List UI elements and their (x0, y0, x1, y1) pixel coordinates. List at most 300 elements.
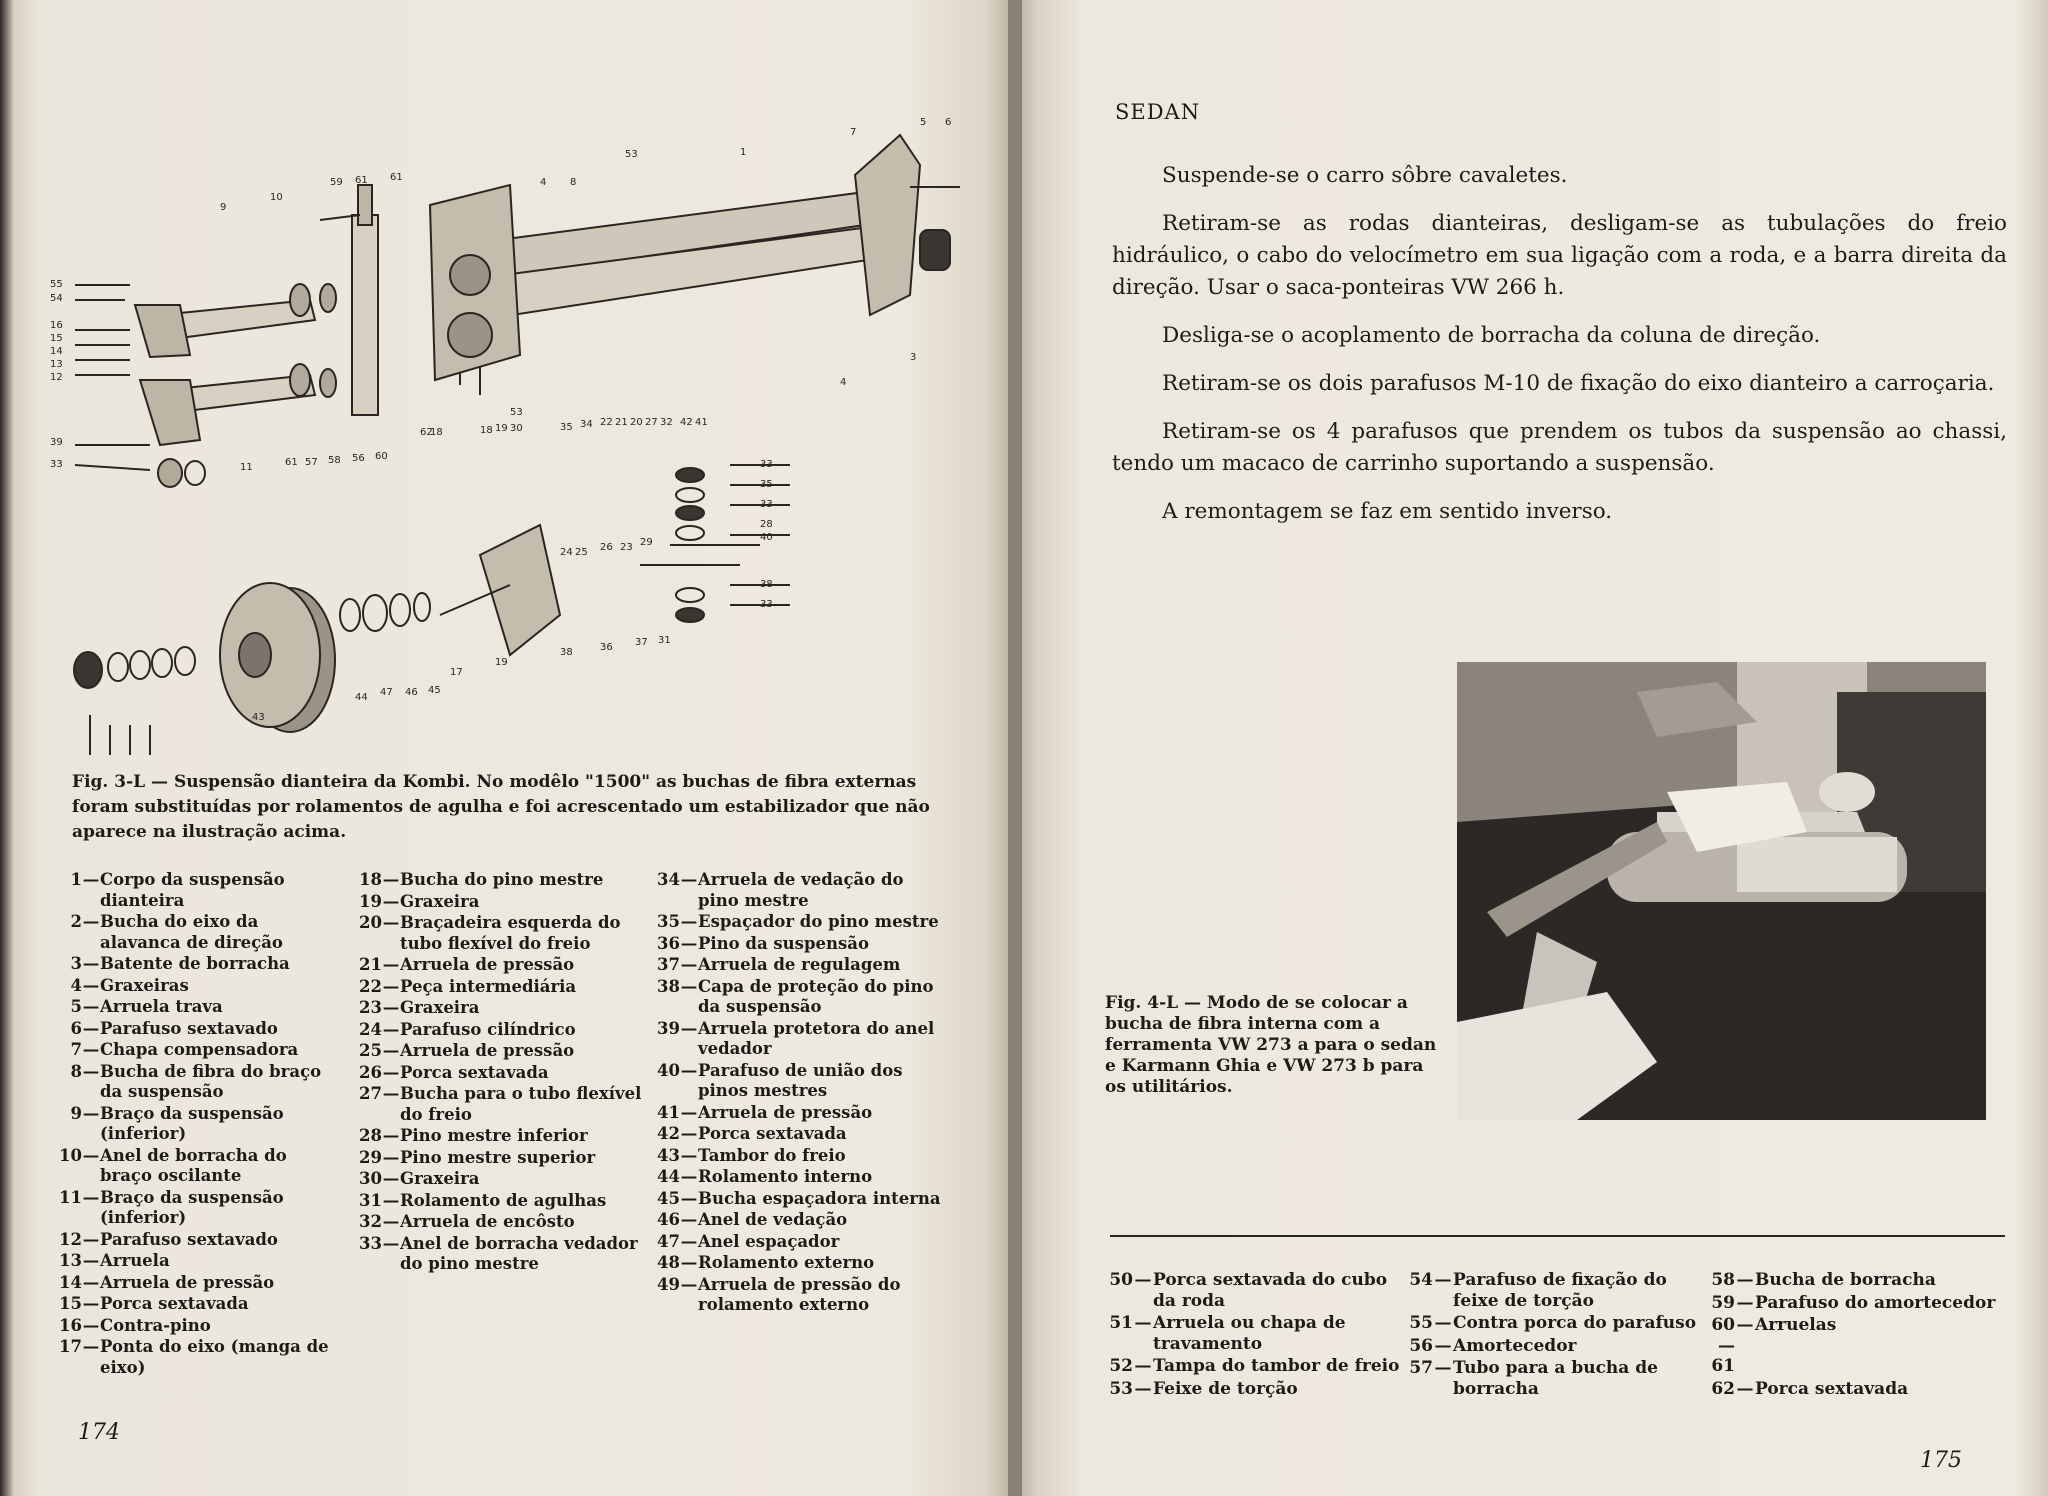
section-heading: SEDAN (1115, 100, 1201, 124)
part-description: Arruela de vedação do pino mestre (698, 870, 904, 910)
part-number: 48 (657, 1253, 680, 1272)
part-description: Bucha do eixo da alavanca de direção (100, 912, 283, 952)
svg-text:47: 47 (380, 687, 393, 698)
svg-text:41: 41 (695, 417, 708, 428)
part-list-item (52, 997, 344, 1018)
dash-separator: — (382, 1233, 400, 1253)
dash-separator: — (82, 997, 100, 1016)
dash-separator: — (680, 1102, 698, 1122)
svg-text:4: 4 (840, 377, 847, 388)
part-description: Bucha de borracha (1755, 1270, 1936, 1290)
part-description: Porca sextavada do cubo da roda (1153, 1270, 1388, 1311)
parts-list-column-1 (52, 870, 344, 1379)
dash-separator: — (1134, 1313, 1152, 1333)
part-number: 43 (657, 1145, 680, 1165)
part-description: Ponta do eixo (manga de eixo) (100, 1337, 329, 1377)
svg-text:44: 44 (355, 692, 368, 703)
part-list-item (650, 1167, 942, 1188)
part-list-item (352, 998, 642, 1019)
part-description: Graxeiras (100, 975, 189, 995)
part-number: 49 (657, 1274, 680, 1294)
dash-separator: — (382, 913, 400, 932)
dash-separator: — (680, 1167, 698, 1186)
part-description: Porca sextavada (698, 1124, 847, 1143)
part-list-item (352, 955, 642, 976)
svg-text:35: 35 (760, 479, 773, 490)
part-list-item (352, 870, 642, 891)
dash-separator: — (82, 975, 100, 995)
svg-text:5: 5 (920, 117, 927, 128)
part-number: 21 (359, 955, 382, 974)
part-number: 22 (359, 976, 382, 996)
dash-separator: — (82, 1061, 100, 1081)
part-list-item (352, 1212, 642, 1233)
dash-separator: — (382, 1084, 400, 1103)
dash-separator: — (82, 1018, 100, 1038)
svg-text:12: 12 (50, 372, 63, 383)
part-description: Anel de borracha do braço oscilante (100, 1145, 287, 1185)
part-description: Bucha para o tubo flexível do freio (400, 1084, 642, 1124)
part-number: 15 (59, 1294, 82, 1313)
part-list-item (650, 1210, 942, 1231)
part-description: Graxeira (400, 891, 480, 911)
part-number: 30 (359, 1169, 382, 1188)
dash-separator: — (382, 1190, 400, 1210)
dash-separator: — (1134, 1378, 1152, 1399)
dash-separator: — (382, 1019, 400, 1039)
part-description: Rolamento externo (698, 1253, 875, 1272)
part-description: Graxeira (400, 998, 480, 1017)
part-number: 37 (657, 955, 680, 974)
part-description: Braço da suspensão (inferior) (100, 1103, 284, 1143)
part-description: Porca sextavada (100, 1294, 249, 1313)
dash-separator: — (1434, 1270, 1452, 1290)
svg-text:23: 23 (620, 542, 633, 553)
parts-list-column-2 (352, 870, 642, 1276)
svg-text:61: 61 (355, 175, 368, 186)
part-list-item (650, 870, 942, 911)
part-number: 60 — 61 (1711, 1315, 1735, 1376)
part-list-item (1403, 1313, 1703, 1334)
part-description: Pino mestre inferior (400, 1126, 588, 1145)
part-number: 53 (1109, 1378, 1133, 1399)
instructions-body (1112, 160, 2007, 544)
part-list-item (52, 912, 344, 953)
svg-text:19: 19 (495, 423, 508, 434)
svg-text:8: 8 (570, 177, 577, 188)
part-number: 25 (359, 1041, 382, 1060)
part-list-item (1705, 1293, 2005, 1314)
part-description: Arruela trava (100, 997, 223, 1016)
part-list-item (52, 1251, 344, 1272)
dash-separator: — (680, 1231, 698, 1251)
part-list-item (650, 912, 942, 933)
parts-list-column-6 (1705, 1270, 2005, 1401)
part-description: Parafuso sextavado (100, 1018, 278, 1038)
svg-text:61: 61 (285, 457, 298, 468)
part-list-item (352, 1234, 642, 1275)
svg-text:27: 27 (645, 417, 658, 428)
part-number: 39 (657, 1018, 680, 1038)
svg-text:39: 39 (50, 437, 63, 448)
bushing-tool-photo (1457, 662, 1986, 1120)
svg-text:56: 56 (352, 453, 365, 464)
part-number: 62 (1711, 1378, 1735, 1399)
part-description: Corpo da suspensão dianteira (100, 870, 285, 910)
part-description: Peça intermediária (400, 976, 577, 996)
dash-separator: — (82, 1337, 100, 1356)
dash-separator: — (382, 1169, 400, 1188)
figure-4l-caption: Fig. 4-L — Modo de se colocar a bucha de fibra interna com a ferramenta VW 273 a para o sedan e Karmann Ghia e VW 273 b para os utilitários. (1105, 993, 1437, 1097)
svg-text:58: 58 (328, 455, 341, 466)
divider-rule (1110, 1235, 2005, 1237)
dash-separator: — (82, 1251, 100, 1270)
part-description: Parafuso cilíndrico (400, 1019, 576, 1039)
svg-text:38: 38 (560, 647, 573, 658)
part-list-item (52, 1146, 344, 1187)
dash-separator: — (382, 1126, 400, 1145)
dash-separator: — (82, 1145, 100, 1165)
paragraph: Retiram-se as rodas dianteiras, desligam-se as tubulações do freio hidráulico, o cabo do velocímetro em sua ligação com a roda, e a barra direita da direção. Usar o saca-ponteiras VW 266 h. (1112, 211, 2007, 300)
part-list-item (650, 1253, 942, 1274)
svg-text:59: 59 (330, 177, 343, 188)
part-number: 23 (359, 998, 382, 1017)
part-description: Parafuso do amortecedor (1755, 1292, 1996, 1313)
suspension-drawing (40, 95, 970, 755)
part-number: 4 (70, 975, 82, 995)
svg-text:55: 55 (50, 279, 63, 290)
svg-text:31: 31 (658, 635, 671, 646)
part-number: 9 (70, 1103, 82, 1123)
dash-separator: — (680, 1210, 698, 1229)
svg-text:17: 17 (450, 667, 463, 678)
part-description: Tambor do freio (698, 1145, 846, 1165)
svg-text:43: 43 (252, 712, 265, 723)
dash-separator: — (1736, 1270, 1754, 1290)
dash-separator: — (680, 955, 698, 974)
svg-text:4: 4 (540, 177, 547, 188)
part-number: 56 (1409, 1335, 1433, 1356)
part-number: 27 (359, 1084, 382, 1103)
part-list-item (52, 1062, 344, 1103)
svg-text:33: 33 (760, 599, 773, 610)
right-page (1015, 0, 2048, 1496)
part-list-item (1103, 1379, 1403, 1400)
part-number: 46 (657, 1210, 680, 1229)
part-number: 51 (1109, 1313, 1133, 1333)
svg-text:11: 11 (240, 462, 253, 473)
dash-separator: — (382, 955, 400, 974)
part-list-item (352, 1126, 642, 1147)
dash-separator: — (382, 998, 400, 1017)
part-list-item (52, 1273, 344, 1294)
part-description: Rolamento interno (698, 1167, 873, 1186)
dash-separator: — (82, 954, 100, 973)
part-list-item (52, 1316, 344, 1337)
part-description: Tubo para a bucha de borracha (1453, 1358, 1658, 1399)
svg-text:26: 26 (600, 542, 613, 553)
paragraph: Retiram-se os 4 parafusos que prendem os tubos da suspensão ao chassi, tendo um macaco de carrinho suportando a suspensão. (1112, 419, 2007, 476)
dash-separator: — (680, 1124, 698, 1143)
dash-separator: — (1134, 1356, 1152, 1376)
part-number: 13 (59, 1251, 82, 1270)
figure-3l-text: Suspensão dianteira da Kombi. No modêlo "1500" as buchas de fibra externas foram substituídas por rolamentos de agulha e foi acrescentado um estabilizador que não aparece na ilustração acima. (72, 772, 930, 842)
part-list-item (52, 1040, 344, 1061)
part-list-item (352, 1020, 642, 1041)
svg-text:45: 45 (428, 685, 441, 696)
part-number: 58 (1711, 1270, 1735, 1290)
svg-text:61: 61 (390, 172, 403, 183)
page-number-left: 174 (78, 1420, 120, 1445)
part-description: Anel de vedação (698, 1210, 848, 1229)
part-list-item (352, 892, 642, 913)
dash-separator: — (382, 891, 400, 911)
dash-separator: — (82, 1187, 100, 1207)
dash-separator: — (680, 1188, 698, 1208)
svg-text:3: 3 (910, 352, 917, 363)
dash-separator: — (680, 1145, 698, 1165)
part-description: Chapa compensadora (100, 1040, 299, 1059)
dash-separator: — (1736, 1378, 1754, 1399)
svg-text:21: 21 (615, 417, 628, 428)
part-description: Parafuso sextavado (100, 1229, 278, 1249)
part-list-item (52, 954, 344, 975)
svg-text:46: 46 (405, 687, 418, 698)
part-number: 18 (359, 870, 382, 889)
part-number: 31 (359, 1190, 382, 1210)
svg-text:9: 9 (220, 202, 227, 213)
part-list-item (1705, 1379, 2005, 1400)
part-list-item (52, 1019, 344, 1040)
part-number: 5 (70, 997, 82, 1016)
part-list-item (1403, 1336, 1703, 1357)
part-number: 41 (657, 1102, 680, 1122)
part-list-item (650, 955, 942, 976)
part-description: Anel espaçador (698, 1231, 840, 1251)
part-description: Anel de borracha vedador do pino mestre (400, 1233, 638, 1273)
svg-text:16: 16 (50, 320, 63, 331)
dash-separator: — (82, 1294, 100, 1313)
part-number: 40 (657, 1060, 680, 1080)
part-list-item (650, 1124, 942, 1145)
part-number: 11 (59, 1187, 82, 1207)
part-description: Graxeira (400, 1169, 480, 1188)
svg-text:15: 15 (50, 333, 63, 344)
dash-separator: — (680, 1060, 698, 1080)
part-list-item (650, 1232, 942, 1253)
part-description: Braçadeira esquerda do tubo flexível do freio (400, 913, 621, 953)
part-list-item (650, 1146, 942, 1167)
part-number: 34 (657, 870, 680, 889)
part-list-item (1103, 1356, 1403, 1377)
svg-text:29: 29 (640, 537, 653, 548)
svg-text:18: 18 (430, 427, 443, 438)
part-description: Bucha espaçadora interna (698, 1188, 941, 1208)
dash-separator: — (1434, 1335, 1452, 1356)
part-number: 57 (1409, 1358, 1433, 1378)
svg-text:60: 60 (375, 451, 388, 462)
part-description: Amortecedor (1453, 1335, 1577, 1356)
dash-separator: — (82, 1103, 100, 1123)
svg-text:14: 14 (50, 346, 63, 357)
dash-separator: — (1434, 1313, 1452, 1333)
dash-separator: — (382, 1062, 400, 1082)
svg-text:32: 32 (660, 417, 673, 428)
part-list-item (52, 1104, 344, 1145)
part-list-item (1705, 1270, 2005, 1291)
svg-text:18: 18 (480, 425, 493, 436)
part-number: 16 (59, 1315, 82, 1335)
paragraph: Desliga-se o acoplamento de borracha da coluna de direção. (1162, 323, 1821, 348)
parts-list-column-4 (1103, 1270, 1403, 1401)
part-description: Arruela de pressão do rolamento externo (698, 1274, 901, 1314)
part-list-item (52, 1294, 344, 1315)
dash-separator: — (382, 870, 400, 889)
part-list-item (1705, 1315, 2005, 1377)
dash-separator: — (382, 1212, 400, 1231)
part-number: 44 (657, 1167, 680, 1186)
part-description: Capa de proteção do pino da suspensão (698, 976, 934, 1016)
part-number: 19 (359, 891, 382, 911)
part-number: 45 (657, 1188, 680, 1208)
part-number: 14 (59, 1272, 82, 1292)
part-list-item (1403, 1358, 1703, 1399)
svg-text:34: 34 (580, 419, 593, 430)
dash-separator: — (1434, 1358, 1452, 1378)
part-number: 6 (70, 1018, 82, 1038)
part-list-item (1103, 1313, 1403, 1354)
dash-separator: — (680, 933, 698, 953)
paragraph: Retiram-se os dois parafusos M-10 de fixação do eixo dianteiro a carroçaria. (1162, 371, 1995, 396)
part-number: 38 (657, 976, 680, 996)
part-list-item (352, 1041, 642, 1062)
svg-text:6: 6 (945, 117, 952, 128)
part-description: Arruelas (1755, 1315, 1837, 1335)
part-number: 28 (359, 1126, 382, 1145)
part-number: 33 (359, 1233, 382, 1253)
part-number: 3 (70, 954, 82, 973)
part-number: 17 (59, 1337, 82, 1356)
part-number: 32 (359, 1212, 382, 1231)
part-description: Arruela protetora do anel vedador (698, 1018, 935, 1058)
book-gutter (1008, 0, 1022, 1496)
part-list-item (650, 1103, 942, 1124)
part-description: Contra porca do parafuso (1453, 1313, 1697, 1333)
dash-separator: — (680, 976, 698, 996)
svg-text:33: 33 (50, 459, 63, 470)
part-description: Pino mestre superior (400, 1147, 596, 1167)
part-list-item (52, 870, 344, 911)
svg-text:10: 10 (270, 192, 283, 203)
svg-text:54: 54 (50, 293, 63, 304)
part-description: Tampa do tambor de freio (1153, 1356, 1400, 1376)
dash-separator: — (82, 870, 100, 889)
part-description: Espaçador do pino mestre (698, 912, 939, 931)
parts-list-column-5 (1403, 1270, 1703, 1401)
part-description: Arruela ou chapa de travamento (1153, 1313, 1346, 1354)
svg-text:24: 24 (560, 547, 573, 558)
svg-text:30: 30 (510, 423, 523, 434)
svg-text:37: 37 (635, 637, 648, 648)
part-list-item (650, 934, 942, 955)
dash-separator: — (680, 1018, 698, 1038)
dash-separator: — (382, 1041, 400, 1060)
part-number: 8 (70, 1061, 82, 1081)
part-number: 20 (359, 913, 382, 932)
part-list-item (352, 1063, 642, 1084)
svg-text:1: 1 (740, 147, 747, 158)
part-description: Arruela de regulagem (698, 955, 901, 974)
figure-3l-label: Fig. 3-L — (72, 772, 169, 792)
part-description: Feixe de torção (1153, 1378, 1298, 1399)
part-description: Rolamento de agulhas (400, 1190, 607, 1210)
part-list-item (352, 1084, 642, 1125)
page-number-right: 175 (1920, 1448, 1962, 1473)
part-description: Arruela (100, 1251, 170, 1270)
part-list-item (352, 977, 642, 998)
svg-text:20: 20 (630, 417, 643, 428)
svg-text:40: 40 (760, 532, 773, 543)
dash-separator: — (680, 1274, 698, 1294)
dash-separator: — (680, 870, 698, 889)
part-description: Parafuso de união dos pinos mestres (698, 1060, 903, 1100)
part-number: 36 (657, 933, 680, 953)
part-number: 2 (70, 912, 82, 931)
part-description: Arruela de pressão (400, 955, 575, 974)
dash-separator: — (1736, 1292, 1754, 1313)
dash-separator: — (82, 1272, 100, 1292)
exploded-suspension-diagram (40, 95, 970, 755)
svg-text:42: 42 (680, 417, 693, 428)
part-number: 50 (1109, 1270, 1133, 1290)
parts-list-column-3 (650, 870, 942, 1317)
part-number: 26 (359, 1062, 382, 1082)
part-list-item (52, 1337, 344, 1378)
part-list-item (650, 1061, 942, 1102)
part-description: Porca sextavada (400, 1062, 549, 1082)
svg-text:7: 7 (850, 127, 857, 138)
dash-separator: — (1134, 1270, 1152, 1290)
part-list-item (650, 1019, 942, 1060)
part-list-item (352, 1169, 642, 1190)
left-page (0, 0, 1015, 1496)
part-description: Pino da suspensão (698, 933, 869, 953)
tool-photo (1457, 662, 1986, 1120)
part-number: 7 (70, 1040, 82, 1059)
svg-text:25: 25 (575, 547, 588, 558)
part-list-item (352, 913, 642, 954)
part-number: 12 (59, 1229, 82, 1249)
dash-separator: — (680, 912, 698, 931)
svg-text:53: 53 (510, 407, 523, 418)
svg-text:28: 28 (760, 519, 773, 530)
part-description: Arruela de encôsto (400, 1212, 575, 1231)
part-description: Parafuso de fixação do feixe de torção (1453, 1270, 1667, 1311)
svg-text:35: 35 (560, 422, 573, 433)
dash-separator: — (680, 1253, 698, 1272)
part-number: 35 (657, 912, 680, 931)
part-description: Braço da suspensão (inferior) (100, 1187, 284, 1227)
part-number: 10 (59, 1145, 82, 1165)
part-description: Bucha de fibra do braço da suspensão (100, 1061, 322, 1101)
part-description: Arruela de pressão (698, 1102, 873, 1122)
part-description: Contra-pino (100, 1315, 211, 1335)
part-list-item (650, 1189, 942, 1210)
part-list-item (52, 1188, 344, 1229)
part-list-item (52, 976, 344, 997)
svg-text:36: 36 (600, 642, 613, 653)
part-description: Porca sextavada (1755, 1378, 1909, 1399)
